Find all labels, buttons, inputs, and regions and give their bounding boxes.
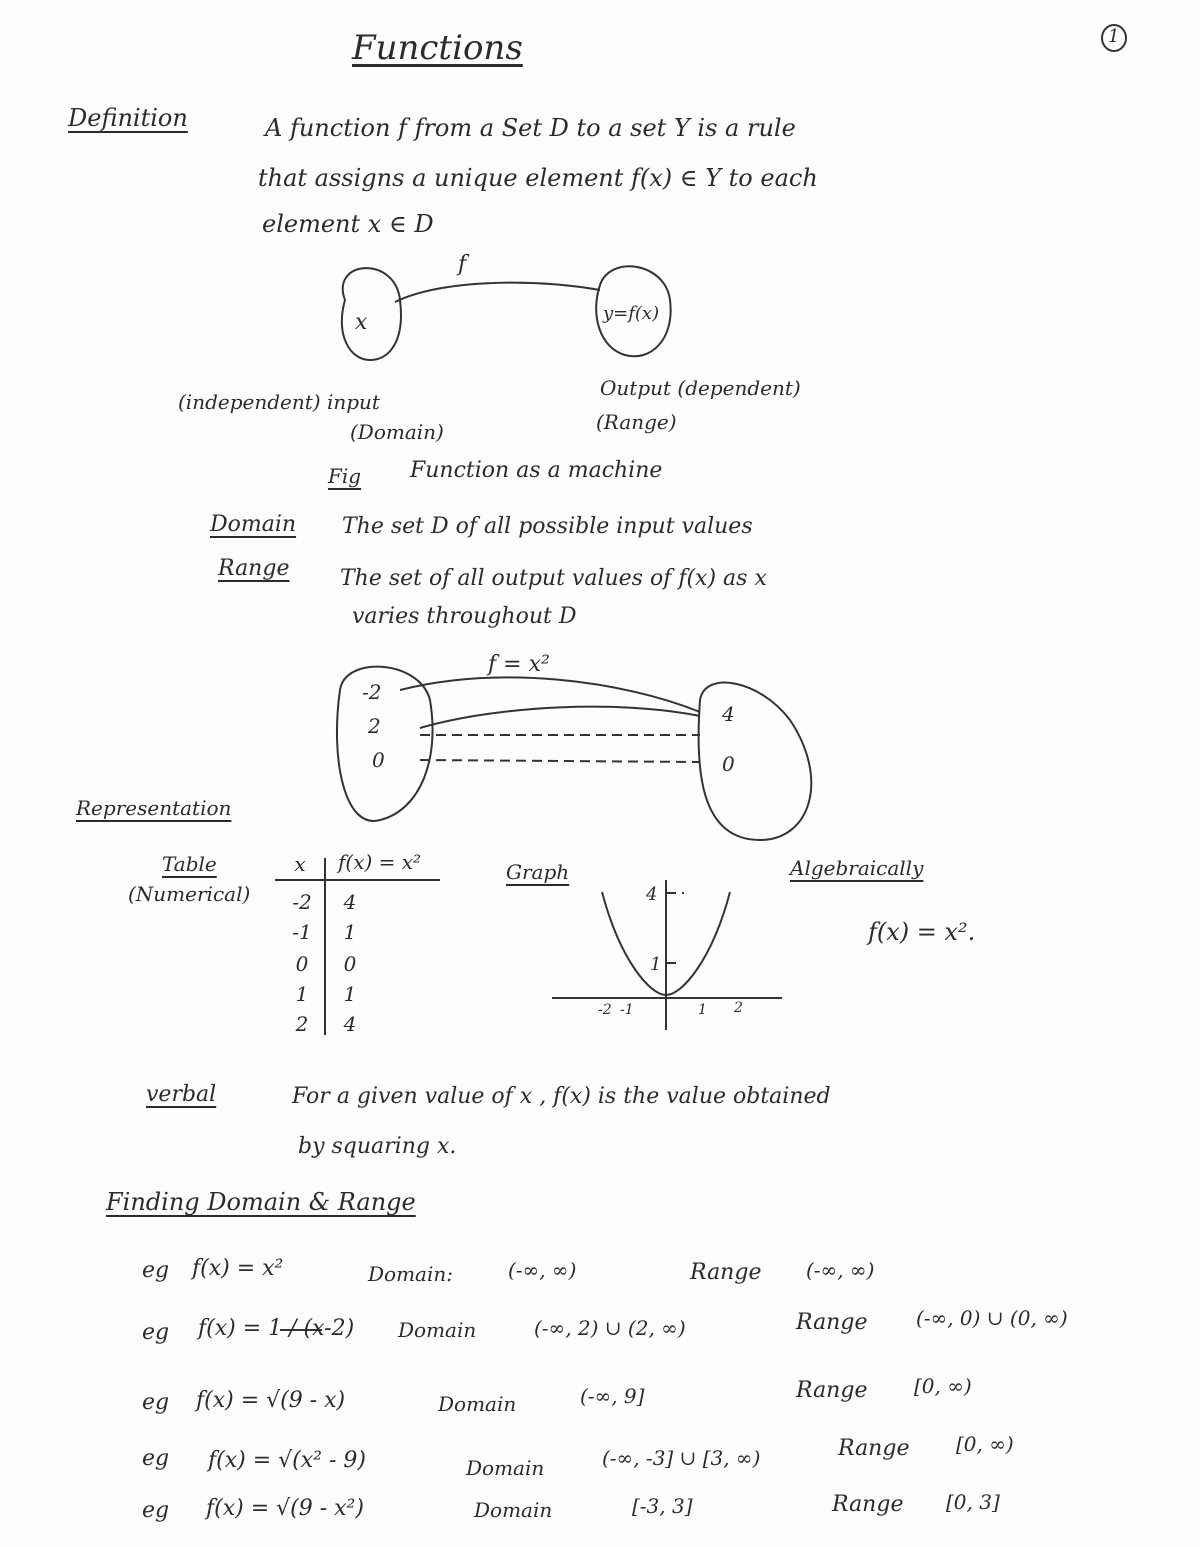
machine-output-caption: Output (dependent) — [600, 376, 801, 400]
table-header-x: x — [294, 852, 306, 876]
machine-range-caption: (Range) — [596, 410, 677, 434]
graph-x-tick-neg2: -2 — [598, 1002, 612, 1018]
machine-input-symbol: x — [355, 310, 368, 335]
example-function: f(x) = √(9 - x²) — [206, 1496, 364, 1521]
machine-domain-caption: (Domain) — [350, 420, 444, 444]
input-blob — [342, 268, 401, 360]
definition-line-1: A function f from a Set D to a set Y is a rule — [265, 114, 796, 142]
map-arrow-2 — [420, 707, 700, 728]
example-range-label: Range — [690, 1260, 762, 1285]
domain-text: The set D of all possible input values — [342, 514, 753, 539]
mapping-input-2: 2 — [368, 714, 381, 738]
representation-heading: Representation — [76, 796, 232, 820]
definition-line-3: element x ∈ D — [262, 210, 434, 238]
table-row-x: -1 — [292, 920, 312, 944]
example-domain: (-∞, 9] — [580, 1384, 645, 1408]
example-function: f(x) = x² — [192, 1256, 284, 1281]
domain-set-blob — [337, 667, 433, 821]
mapping-output-0: 0 — [722, 752, 735, 776]
example-function: f(x) = 1 / (x-2) — [198, 1316, 355, 1341]
example-tag: eg — [142, 1498, 170, 1523]
range-set-blob — [699, 683, 812, 840]
finding-heading: Finding Domain & Range — [106, 1188, 416, 1216]
verbal-label: verbal — [146, 1082, 217, 1107]
graph-label: Graph — [506, 860, 570, 884]
domain-label: Domain — [210, 512, 297, 537]
definition-line-2: that assigns a unique element f(x) ∈ Y to each — [258, 164, 818, 192]
mapping-input-0: 0 — [372, 748, 385, 772]
page-number: 1 — [1108, 26, 1120, 47]
table-row-fx: 4 — [343, 890, 357, 914]
example-range-label: Range — [838, 1436, 910, 1461]
table-row-x: 0 — [295, 952, 309, 976]
range-text-1: The set of all output values of f(x) as x — [340, 566, 767, 591]
definition-label: Definition — [68, 104, 188, 132]
example-domain: [-3, 3] — [632, 1494, 693, 1518]
example-domain-label: Domain — [438, 1392, 517, 1416]
machine-output-symbol: y=f(x) — [603, 303, 660, 324]
graph-x-tick-2: 2 — [734, 1000, 743, 1016]
table-row-fx: 4 — [343, 1012, 357, 1036]
example-domain: (-∞, ∞) — [508, 1258, 577, 1282]
graph-x-tick-1: 1 — [698, 1002, 707, 1018]
example-function: f(x) = √(x² - 9) — [208, 1448, 366, 1473]
example-tag: eg — [142, 1320, 170, 1345]
table-row-x: -2 — [292, 890, 312, 914]
graph-y-tick-1: 1 — [650, 954, 662, 975]
table-row-fx: 1 — [343, 920, 357, 944]
example-domain: (-∞, 2) ∪ (2, ∞) — [534, 1316, 686, 1340]
function-arrow — [395, 283, 600, 302]
verbal-line-1: For a given value of x , f(x) is the value obtained — [292, 1084, 831, 1109]
mapping-input-neg2: -2 — [362, 680, 382, 704]
table-row-x: 2 — [295, 1012, 309, 1036]
example-tag: eg — [142, 1390, 170, 1415]
example-domain: (-∞, -3] ∪ [3, ∞) — [602, 1446, 761, 1470]
example-tag: eg — [142, 1446, 170, 1471]
machine-input-caption: (independent) input — [178, 390, 380, 414]
example-range: [0, 3] — [946, 1490, 1000, 1514]
page-title: Functions — [352, 28, 523, 68]
example-range-label: Range — [796, 1310, 868, 1335]
example-range: (-∞, ∞) — [806, 1258, 875, 1282]
table-header-fx: f(x) = x² — [338, 850, 422, 874]
example-range-label: Range — [832, 1492, 904, 1517]
graph-x-tick-neg1: -1 — [620, 1002, 634, 1018]
map-arrow-neg2 — [400, 677, 700, 712]
example-range-label: Range — [796, 1378, 868, 1403]
algebraic-label: Algebraically — [790, 856, 924, 880]
fig-label: Fig — [328, 464, 362, 488]
range-text-2: varies throughout D — [352, 604, 577, 629]
table-row-fx: 0 — [343, 952, 357, 976]
example-tag: eg — [142, 1258, 170, 1283]
example-range: (-∞, 0) ∪ (0, ∞) — [916, 1306, 1068, 1330]
mapping-output-4: 4 — [722, 702, 735, 726]
example-range: [0, ∞) — [914, 1374, 972, 1398]
table-row-fx: 1 — [343, 982, 357, 1006]
fig-caption: Function as a machine — [410, 458, 663, 483]
machine-arrow-label: f — [458, 252, 467, 277]
algebraic-formula: f(x) = x². — [868, 918, 976, 946]
map-arrow-0 — [420, 760, 700, 762]
table-sublabel: (Numerical) — [128, 882, 251, 906]
table-label: Table — [162, 852, 217, 876]
example-domain-label: Domain — [474, 1498, 553, 1522]
example-function: f(x) = √(9 - x) — [196, 1388, 346, 1413]
example-domain-label: Domain — [398, 1318, 477, 1342]
verbal-line-2: by squaring x. — [298, 1134, 457, 1159]
mapping-rule: f = x² — [488, 652, 550, 677]
range-label: Range — [218, 556, 290, 581]
example-domain-label: Domain — [466, 1456, 545, 1480]
example-range: [0, ∞) — [956, 1432, 1014, 1456]
table-row-x: 1 — [295, 982, 309, 1006]
example-domain-label: Domain: — [368, 1262, 453, 1286]
graph-y-tick-4: 4 — [646, 884, 658, 905]
